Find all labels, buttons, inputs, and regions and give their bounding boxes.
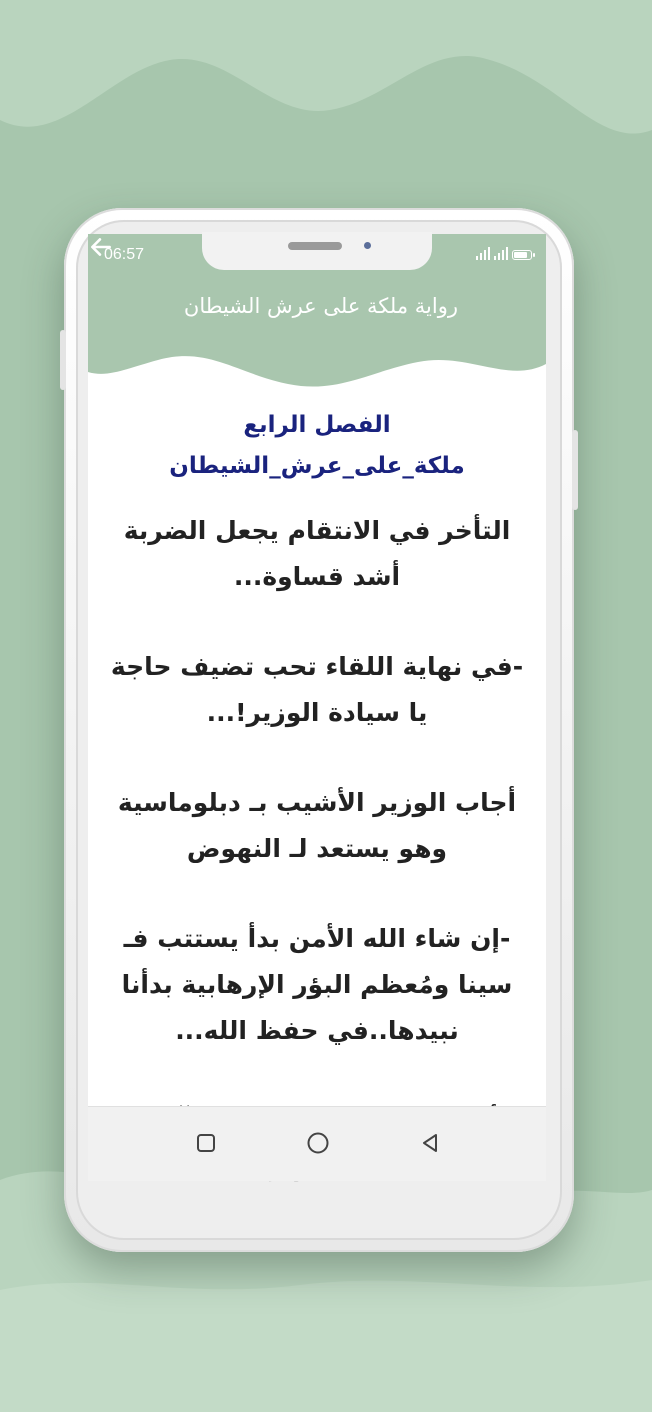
status-icons xyxy=(476,246,532,260)
signal-icon xyxy=(494,247,508,260)
speaker-grille xyxy=(288,242,342,250)
camera-notch xyxy=(202,232,432,270)
story-paragraph: التأخر في الانتقام يجعل الضربة أشد قساوة... xyxy=(123,516,511,591)
chapter-subtitle: ملكة_على_عرش_الشيطان xyxy=(169,453,465,479)
story-paragraph: أجاب الوزير الأشيب بـ دبلوماسية وهو يستعد لـ النهوض xyxy=(117,788,517,863)
battery-icon xyxy=(512,250,532,260)
square-icon[interactable] xyxy=(192,1129,220,1157)
app-header xyxy=(88,234,546,394)
page-title: رواية ملكة على عرش الشيطان xyxy=(183,294,458,318)
circle-icon[interactable] xyxy=(304,1129,332,1157)
story-paragraph: -إن شاء الله الأمن بدأ يستتب فـ سينا ومُعظم البؤر الإرهابية بدأنا نبيدها..في حفظ الله... xyxy=(121,924,513,1045)
front-camera xyxy=(364,242,371,249)
volume-button xyxy=(60,330,66,390)
triangle-back-icon[interactable] xyxy=(416,1129,444,1157)
story-paragraph: -في نهاية اللقاء تحب تضيف حاجة يا سيادة الوزير!... xyxy=(110,652,524,727)
status-time: 06:57 xyxy=(104,246,145,263)
arrow-left-icon[interactable] xyxy=(88,234,114,260)
system-navbar xyxy=(88,1106,546,1181)
story-content[interactable] xyxy=(88,394,546,1106)
chapter-title: الفصل الرابع xyxy=(243,412,391,438)
power-button xyxy=(572,430,578,510)
signal-icon xyxy=(476,247,490,260)
phone-screen xyxy=(88,234,546,1180)
